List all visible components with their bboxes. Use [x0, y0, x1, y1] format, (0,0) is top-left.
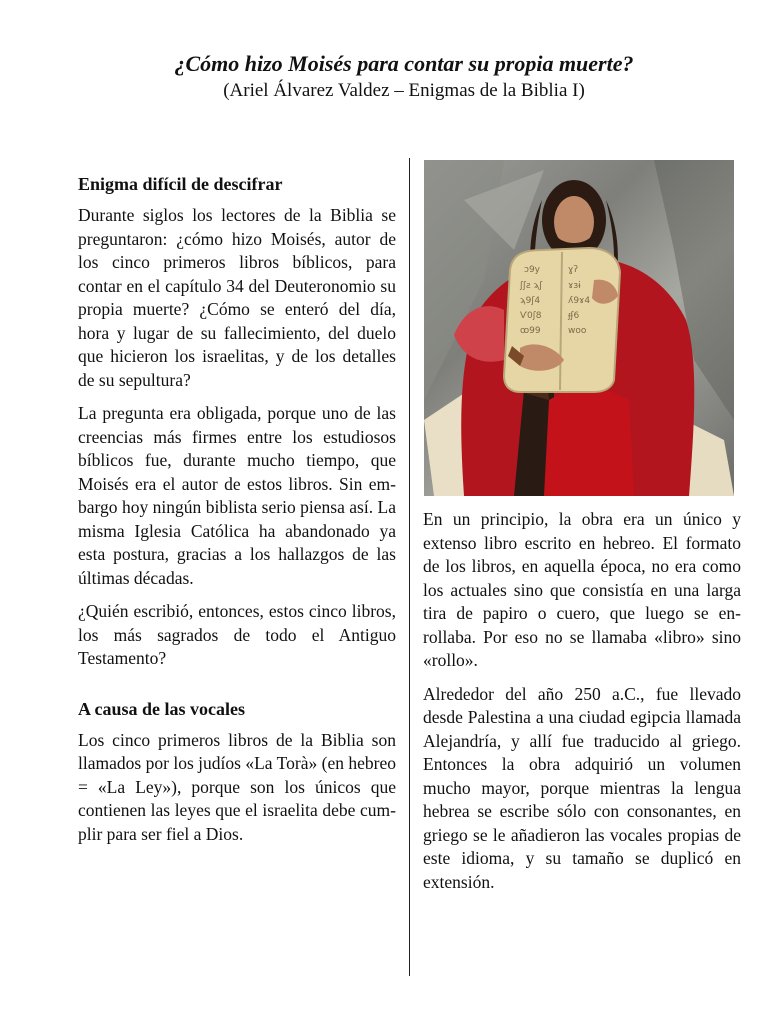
svg-text:ɟʄ6: ɟʄ6: [568, 311, 580, 321]
moses-photo: [424, 160, 734, 496]
svg-text:ɣʔ: ɣʔ: [568, 265, 578, 275]
left-column: [78, 172, 396, 856]
svg-text:ʃʃƨ ϡʃ: ʃʃƨ ϡʃ: [520, 281, 543, 291]
section-heading-enigma: Enigma difícil de descifrar: [78, 174, 283, 194]
svg-text:woo: woo: [568, 326, 587, 336]
svg-text:ɤɜɨ: ɤɜɨ: [568, 281, 581, 291]
svg-text:ʎ9ɤ4: ʎ9ɤ4: [568, 296, 591, 306]
article-subtitle: (Ariel Álvarez Valdez – Enigmas de la Biblia I): [223, 80, 585, 101]
paragraph: ¿Quién escribió, entonces, estos cinco libros, los más sagrados de todo el Antiguo Testamento?: [78, 601, 396, 668]
svg-text:ɔ9y: ɔ9y: [524, 265, 540, 275]
svg-text:Ѵ0ʃ8: Ѵ0ʃ8: [520, 311, 542, 321]
paragraph: Alrededor del año 250 a.C., fue llevado desde Palestina a una ciudad egipcia llamada Alejandría, y allí fue traducido al griego. Entonces la obra adquirió un volumen mucho mayor, porque mientras la lengua hebrea se escribe sólo con consonantes, en griego se le añadieron las vocales propias de este idioma, y su tamaño se duplicó en extensión.: [423, 683, 741, 892]
paragraph: La pregunta era obligada, porque uno de las creencias más firmes entre los estudiosos bíblicos fue, durante mucho tiempo, que Moisés era el autor de estos libros. Sin embargo hoy ningún biblista serio piensa así. La misma Iglesia Católica ha abandonado ya esta postura, gracias a los hallazgos de las últimas décadas.: [78, 403, 396, 588]
right-column: [423, 508, 741, 904]
svg-text:ꝏ99: ꝏ99: [520, 326, 541, 336]
article-title: ¿Cómo hizo Moisés para contar su propia muerte?: [174, 51, 634, 76]
paragraph: En un principio, la obra era un único y extenso libro escrito en hebreo. El formato de los libros, en aquella época, no era como los actuales sino que consistía en una larga tira de papiro o cuero, que luego se enrollaba. Por eso no se llamaba «libro» sino «rollo».: [423, 509, 741, 670]
svg-text:ϡ9ʃ4: ϡ9ʃ4: [520, 296, 541, 306]
section-heading-vocales: A causa de las vocales: [78, 698, 246, 719]
column-divider: [409, 158, 410, 976]
moses-illustration: [424, 160, 734, 496]
article-header: [0, 50, 768, 104]
paragraph: Durante siglos los lectores de la Biblia se preguntaron: ¿cómo hizo Moisés, autor de los cinco primeros libros bíblicos, para contar en el capítulo 34 del Deuteronomio su propia muerte? ¿Cómo se enteró del día, hora y lugar de su fallecimiento, del duelo que hicieron los israelitas, y de los detalles de su sepultura?: [78, 205, 396, 390]
paragraph: Los cinco primeros libros de la Biblia son llamados por los judíos «La Torà» (en hebreo = «La Ley»), porque son los únicos que contienen las leyes que el israelita debe cumplir para ser fiel a Dios.: [78, 729, 396, 844]
